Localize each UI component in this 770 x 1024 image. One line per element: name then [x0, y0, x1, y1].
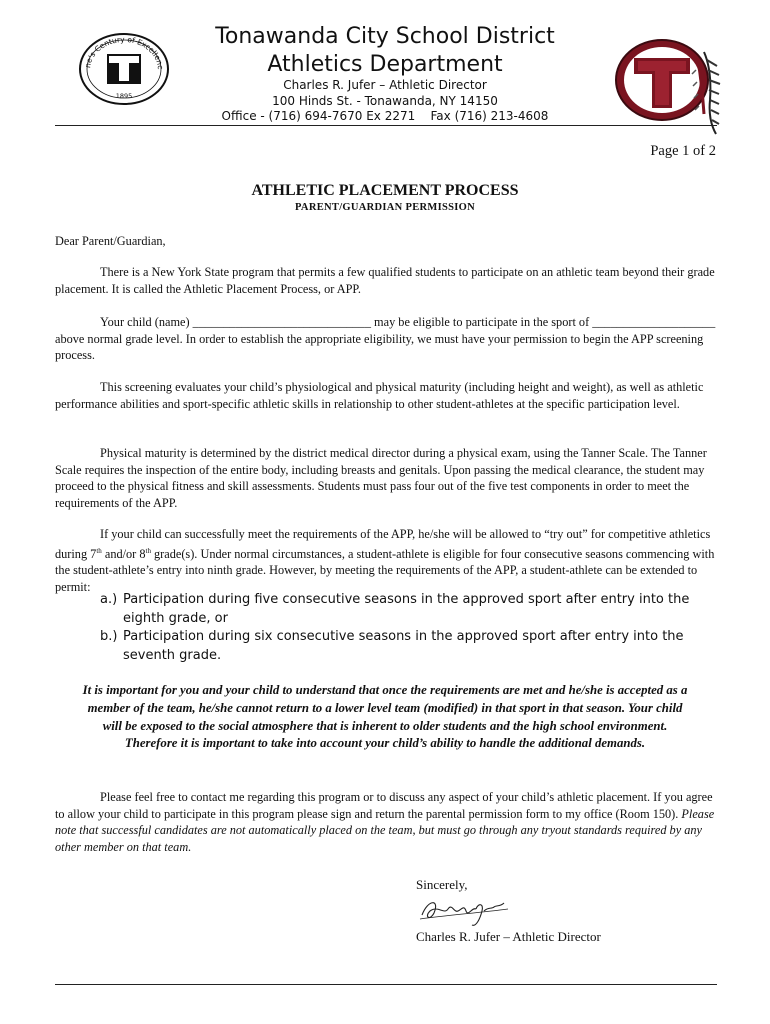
list-item: b.) Participation during six consecutive seasons in the approved sport after entry into the seventh grade.: [100, 629, 684, 663]
director-line: Charles R. Jufer – Athletic Director: [283, 78, 487, 92]
eligibility-paragraph: Your child (name) _____________________________ may be eligible to participate in the sport of ____________________ above normal grade level. In order to establish the appropriate eligibility, we must have your permission to begin the APP screening process.: [55, 315, 716, 362]
footer-divider: [55, 984, 717, 985]
district-name: Tonawanda City School District: [215, 24, 555, 49]
department-name: Athletics Department: [267, 52, 503, 77]
signature-image: [418, 893, 510, 929]
salutation: Dear Parent/Guardian,: [55, 234, 166, 248]
requirements-paragraph: If your child can successfully meet the requirements of the APP, he/she will be allowed to “try out” for competitive athletics during 7th and/or 8th grade(s). Under normal circumstances, a student-athlete is eligible for four consecutive seasons commencing with the student-athlete’s entry into ninth grade. However, by meeting the requirements of the APP, a student-athlete can be extended to permit:: [55, 527, 715, 594]
contact-paragraph: Please feel free to contact me regarding this program or to discuss any aspect of your child’s athletic placement. If you agree to allow your child to participate in this program please sign and return the parental permission form to my office (Room 150). Please note that successful candidates are not automatically placed on the team, but must go through any tryout standards required by any other member on that team.: [55, 790, 715, 854]
contact-block: [150, 78, 620, 125]
team-t-logo: [612, 30, 732, 138]
document-title: ATHLETIC PLACEMENT PROCESS: [251, 182, 519, 199]
extension-options-list: [100, 591, 720, 665]
intro-paragraph: There is a New York State program that permits a few qualified students to participate on an athletic team beyond their grade placement. It is called the Athletic Placement Process, or APP.: [55, 265, 715, 296]
address-line: 100 Hinds St. - Tonawanda, NY 14150: [272, 93, 498, 108]
signer-name: Charles R. Jufer – Athletic Director: [416, 929, 601, 944]
phone-fax-line: Office - (716) 694-7670 Ex 2271 Fax (716) 213-4608: [221, 109, 549, 123]
list-item: a.) Participation during five consecutive seasons in the approved sport after entry into the eighth grade, or: [100, 592, 690, 626]
seal-arc-text: ne's Century of Excellenc: [83, 34, 166, 70]
important-notice: It is important for you and your child to understand that once the requirements are met and he/she is accepted as a member of the team, he/she cannot return to a lower level team (modified) in that sport in that season. Your child will be exposed to the social atmosphere that is inherent to older students and the high school environment. Therefore it is important to take into account your child’s ability to handle the additional demands.: [82, 683, 688, 751]
physical-maturity-paragraph: Physical maturity is determined by the district medical director during a physical exam, using the Tanner Scale. The Tanner Scale requires the inspection of the entire body, including breasts and genitals. Upon passing the medical clearance, the student may proceed to the physical fitness and skill assessments. Students must pass four out of the five test components in order to meet the requirements of the APP.: [55, 446, 707, 510]
header-divider: [55, 125, 717, 126]
document-subtitle: PARENT/GUARDIAN PERMISSION: [295, 202, 475, 213]
seal-year: 1895: [115, 92, 133, 100]
page-number: Page 1 of 2: [650, 143, 716, 159]
district-heading: [150, 23, 620, 79]
closing: Sincerely,: [416, 877, 468, 892]
screening-paragraph: This screening evaluates your child’s physiological and physical maturity (including height and weight), as well as athletic performance abilities and sport-specific athletic skills in relationship to other student-athletes at the specific participation level.: [55, 380, 704, 411]
